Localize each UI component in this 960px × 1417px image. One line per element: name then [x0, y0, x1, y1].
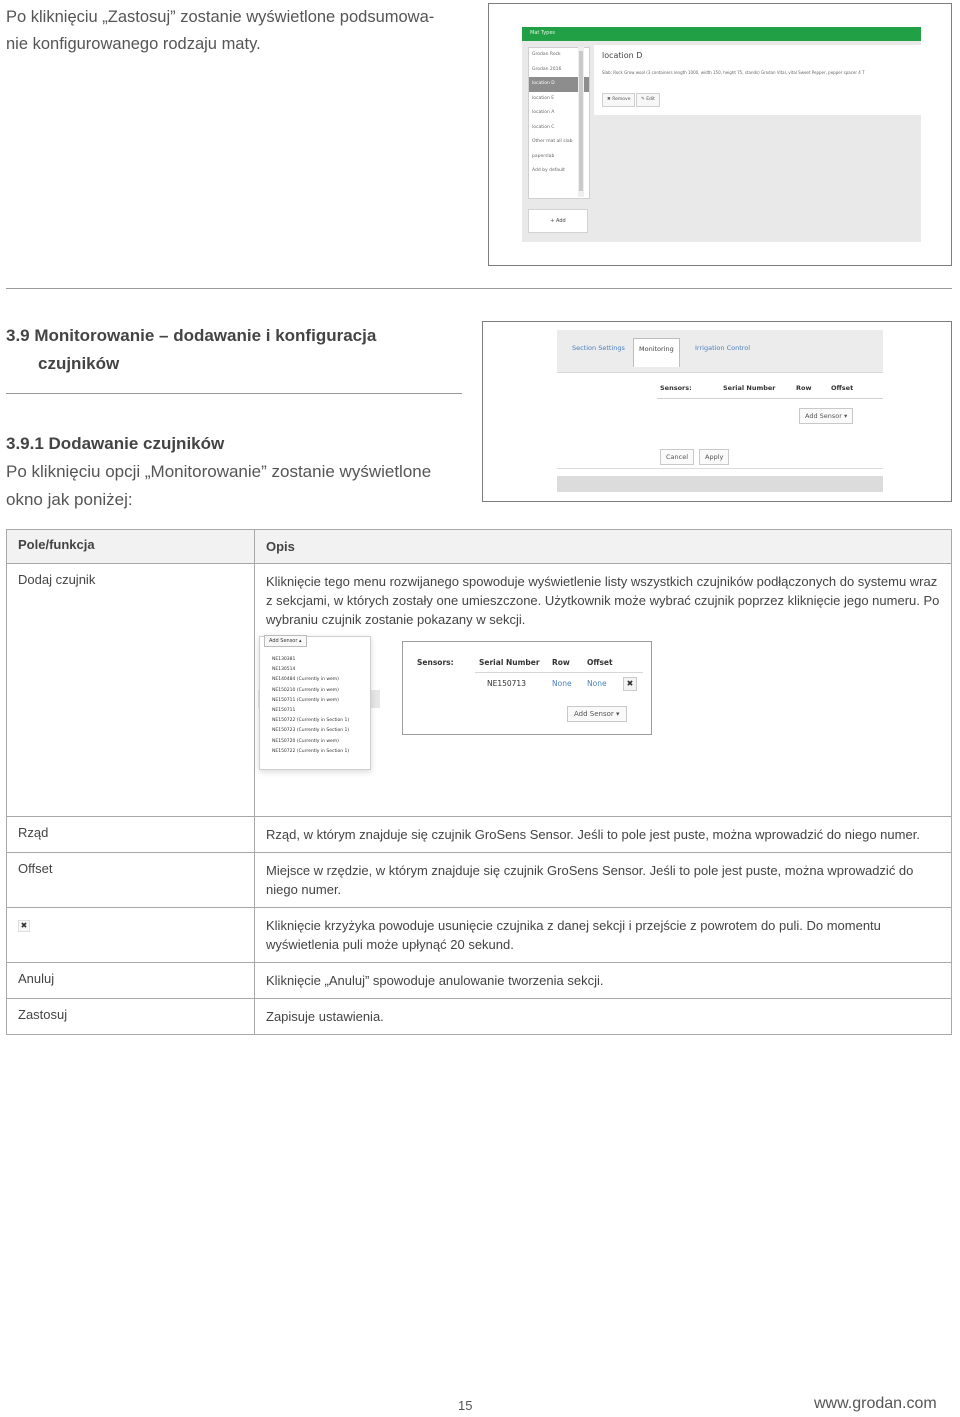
divider: [6, 288, 952, 289]
divider: [6, 393, 462, 394]
row-field: Dodaj czujnik: [7, 564, 255, 817]
sensor-row-value[interactable]: None: [552, 679, 572, 688]
col-row: Row: [796, 384, 812, 392]
intro-text: [6, 4, 466, 58]
row-description: Miejsce w rzędzie, w którym znajduje się czujnik GroSens Sensor. Jeśli to pole jest puste, można wprowadzić do niego numer.: [255, 853, 952, 908]
table-row: [7, 999, 952, 1035]
remove-button[interactable]: ✖ Remove: [602, 93, 635, 107]
add-sensor-button[interactable]: Add Sensor ▾: [799, 408, 853, 424]
footer-bar: [557, 476, 883, 492]
col-serial-number: Serial Number: [479, 658, 540, 667]
intro-line-1: Po kliknięciu „Zastosuj” zostanie wyświetlone podsumowa-: [6, 8, 435, 26]
mat-detail-panel: [594, 45, 921, 115]
apply-button[interactable]: Apply: [699, 449, 729, 465]
row-field: [7, 908, 255, 963]
header-underline: [475, 672, 643, 673]
sensor-option[interactable]: NE140484 (Currently in wem): [272, 677, 339, 683]
table-row: [7, 908, 952, 963]
row-description: Kliknięcie krzyżyka powoduje usunięcie czujnika z danej sekcji i przejście z powrotem do puli. Do momentu wyświetlenia puli może upłynąć 20 sekund.: [255, 908, 952, 963]
mat-type-item[interactable]: location D: [529, 77, 589, 92]
sensor-dropdown: [259, 636, 371, 770]
cancel-button[interactable]: Cancel: [660, 449, 694, 465]
section-title-line-1: 3.9 Monitorowanie – dodawanie i konfiguracja: [6, 326, 377, 345]
add-sensor-button[interactable]: Add Sensor ▾: [567, 706, 627, 722]
sensor-option[interactable]: NE130381: [272, 657, 296, 662]
mat-type-item[interactable]: Grodan Rock: [532, 52, 561, 57]
section-heading: [6, 322, 456, 378]
subsection-text-line-1: Po kliknięciu opcji „Monitorowanie” zostanie wyświetlone: [6, 462, 432, 481]
edit-button[interactable]: ✎ Edit: [636, 93, 660, 107]
col-row: Row: [552, 658, 570, 667]
tab-irrigation-control[interactable]: Irrigation Control: [695, 344, 751, 352]
sensor-serial: NE150713: [487, 679, 526, 688]
remove-sensor-icon[interactable]: ✖: [623, 677, 637, 691]
row-field: Anuluj: [7, 963, 255, 999]
table-row: [7, 817, 952, 853]
list-scrollbar[interactable]: [578, 47, 584, 197]
add-sensor-dropdown-button[interactable]: Add Sensor ▴: [264, 635, 307, 647]
subsection: [6, 430, 466, 514]
header-field: Pole/funkcja: [7, 530, 255, 564]
subsection-title: 3.9.1 Dodawanie czujników: [6, 434, 225, 453]
sensor-option[interactable]: NE130514: [272, 667, 296, 673]
row-field: Zastosuj: [7, 999, 255, 1035]
sensor-option[interactable]: NE150722 (Currently in Section 1): [272, 748, 350, 754]
mat-type-item[interactable]: paperslab: [532, 153, 555, 159]
field-description-table: [6, 529, 952, 1035]
row-description: Rząd, w którym znajduje się czujnik GroSens Sensor. Jeśli to pole jest puste, można wprowadzić do niego numer.: [255, 817, 952, 853]
mat-description: Slab: Rock Grow wool (3 containers length 1000, width 150, height 75, stands) Grodan Vital, vital Sweet Pepper, pepper spacer 4 T: [602, 70, 865, 75]
table-row: [7, 963, 952, 999]
mat-type-item[interactable]: Grodan 2016: [532, 66, 562, 72]
header-description: Opis: [255, 530, 952, 564]
sensor-option[interactable]: NE150720 (Currently in wem): [272, 738, 339, 744]
add-mat-button[interactable]: + Add: [528, 209, 588, 233]
sensor-option[interactable]: NE150723 (Currently in Section 1): [272, 728, 350, 734]
tab-monitoring[interactable]: Monitoring: [633, 338, 680, 367]
row-field: Rząd: [7, 817, 255, 853]
mat-type-item[interactable]: location A: [532, 110, 555, 115]
sensor-option[interactable]: NE150210 (Currently in wem): [272, 687, 339, 693]
table-row: [7, 853, 952, 908]
screenshot-mat-summary: [522, 27, 921, 242]
row-description: Kliknięcie „Anuluj” spowoduje anulowanie tworzenia sekcji.: [255, 963, 952, 999]
app-header-title: Mat Types: [530, 30, 556, 36]
row-description-text: Kliknięcie tego menu rozwijanego spowoduje wyświetlenie listy wszystkich czujników podłączonych do systemu wraz z sekcjami, w których zostały one umieszczone. Użytkownik może wybrać czujnik poprzez kliknięcie jego numeru. Po wybraniu czujnik zostanie pokazany w sekcji.: [266, 574, 940, 627]
mat-type-item[interactable]: Other mat all slab: [532, 139, 573, 144]
subsection-text-line-2: okno jak poniżej:: [6, 490, 133, 509]
sensor-option[interactable]: NE150722 (Currently in Section 1): [272, 718, 350, 724]
sensor-table-screenshot: [402, 641, 652, 735]
sensor-offset-value[interactable]: None: [587, 679, 607, 688]
sensors-label: Sensors:: [417, 658, 454, 667]
intro-line-2: nie konfigurowanego rodzaju maty.: [6, 35, 261, 53]
footer-line: [557, 468, 883, 469]
website-url: www.grodan.com: [814, 1395, 937, 1412]
mat-title: location D: [602, 51, 643, 60]
header-underline: [657, 398, 883, 399]
mat-type-item[interactable]: location C: [532, 124, 555, 130]
sensor-option[interactable]: NE150711 (Currently in wem): [272, 697, 339, 703]
mat-type-item[interactable]: location E: [532, 95, 555, 101]
mat-type-item[interactable]: Add by default: [532, 168, 565, 173]
col-offset: Offset: [587, 658, 613, 667]
sensor-option[interactable]: NE150711: [272, 708, 296, 713]
close-icon: ✖: [18, 920, 30, 932]
tab-bar: [557, 330, 883, 373]
row-description: Zapisuje ustawienia.: [255, 999, 952, 1035]
section-title-line-2: czujników: [38, 354, 120, 373]
col-serial-number: Serial Number: [723, 384, 776, 392]
row-field: Offset: [7, 853, 255, 908]
app-header-bar: [522, 27, 921, 41]
tab-section-settings[interactable]: Section Settings: [572, 344, 625, 352]
col-offset: Offset: [831, 384, 854, 392]
page-number: 15: [458, 1398, 473, 1413]
sensors-label: Sensors:: [660, 384, 692, 392]
screenshot-monitoring: [557, 330, 883, 492]
table-header-row: [7, 530, 952, 564]
